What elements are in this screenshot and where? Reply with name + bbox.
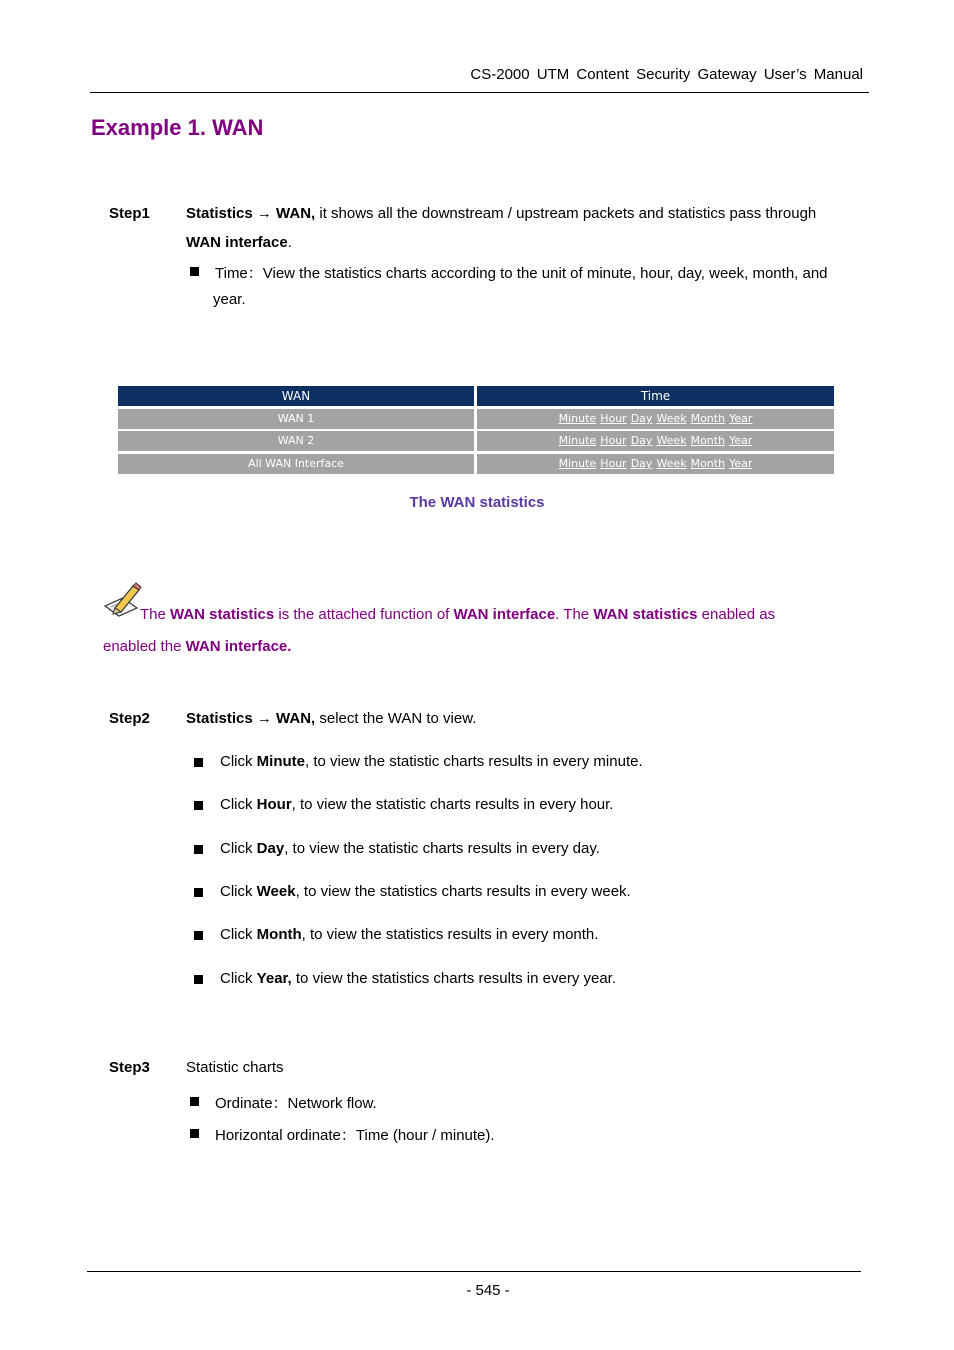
step2-item-pre: Click bbox=[220, 926, 257, 943]
note-text-5: enabled the bbox=[103, 638, 186, 655]
wan-statistics-table bbox=[118, 385, 834, 475]
step2-line1 bbox=[186, 710, 476, 727]
step2-item-post: , to view the statistics results in every month. bbox=[301, 926, 599, 943]
step2-item bbox=[220, 840, 600, 857]
time-link-week[interactable]: Week bbox=[656, 434, 687, 447]
time-link-hour[interactable]: Hour bbox=[600, 412, 627, 425]
time-link-month[interactable]: Month bbox=[690, 434, 726, 447]
table-row bbox=[118, 409, 834, 429]
table-header-row bbox=[118, 386, 834, 406]
section-title: Example 1. WAN bbox=[91, 115, 264, 140]
note-bold-2: WAN interface bbox=[453, 606, 556, 623]
time-link-week[interactable]: Week bbox=[656, 412, 687, 425]
table-row bbox=[118, 431, 834, 451]
step2-item-pre: Click bbox=[220, 753, 257, 770]
step2-item-pre: Click bbox=[220, 970, 257, 987]
note-line2 bbox=[103, 638, 291, 655]
wan-name-cell: WAN 2 bbox=[118, 431, 474, 451]
time-links-cell bbox=[477, 431, 834, 451]
step3-ordinate: Ordinate：Network flow. bbox=[215, 1095, 377, 1112]
bullet-icon bbox=[194, 931, 203, 940]
note-text-2: is the attached function of bbox=[274, 606, 454, 623]
table-caption: The WAN statistics bbox=[409, 494, 545, 511]
step2-item-bold: Day bbox=[256, 840, 285, 857]
header-wan: WAN bbox=[118, 386, 474, 406]
time-link-week[interactable]: Week bbox=[656, 457, 687, 470]
step2-item-post: to view the statistics charts results in every year. bbox=[291, 970, 617, 987]
step1-path: Statistics → WAN, bbox=[186, 205, 316, 222]
bullet-icon bbox=[190, 267, 199, 276]
bullet-icon bbox=[190, 1097, 199, 1106]
time-link-minute[interactable]: Minute bbox=[558, 434, 597, 447]
table-row bbox=[118, 454, 834, 474]
step2-item-post: , to view the statistics charts results in every week. bbox=[295, 883, 631, 900]
step2-item-bold: Hour bbox=[256, 796, 292, 813]
step2-item-pre: Click bbox=[220, 840, 257, 857]
step1-line2 bbox=[186, 234, 292, 251]
step1-description: it shows all the downstream / upstream packets and statistics pass through bbox=[315, 205, 817, 222]
step2-item-pre: Click bbox=[220, 883, 257, 900]
bullet-icon bbox=[194, 801, 203, 810]
time-link-day[interactable]: Day bbox=[630, 434, 653, 447]
page-number: - 545 - bbox=[466, 1282, 510, 1299]
note-text-3: . The bbox=[555, 606, 594, 623]
note-text-1: The bbox=[140, 606, 171, 623]
step2-item-post: , to view the statistic charts results in every hour. bbox=[291, 796, 614, 813]
wan-name-cell: WAN 1 bbox=[118, 409, 474, 429]
bullet-icon bbox=[194, 888, 203, 897]
step2-item bbox=[220, 753, 643, 770]
time-link-year[interactable]: Year bbox=[729, 457, 753, 470]
step2-item-post: , to view the statistic charts results in every minute. bbox=[305, 753, 643, 770]
note-line1 bbox=[140, 606, 775, 623]
wan-name-cell: All WAN Interface bbox=[118, 454, 474, 474]
step3-label: Step3 bbox=[109, 1059, 150, 1076]
time-link-hour[interactable]: Hour bbox=[600, 457, 627, 470]
step2-item bbox=[220, 796, 613, 813]
step3-description: Statistic charts bbox=[186, 1059, 284, 1076]
time-link-day[interactable]: Day bbox=[630, 412, 653, 425]
step2-label: Step2 bbox=[109, 710, 150, 727]
time-link-month[interactable]: Month bbox=[690, 412, 726, 425]
bullet-icon bbox=[190, 1129, 199, 1138]
header-time: Time bbox=[477, 386, 834, 406]
step2-item-pre: Click bbox=[220, 796, 257, 813]
bullet-icon bbox=[194, 845, 203, 854]
note-bold-4: WAN interface. bbox=[185, 638, 292, 655]
step2-item-bold: Month bbox=[256, 926, 302, 943]
step2-item-bold: Week bbox=[256, 883, 296, 900]
time-link-hour[interactable]: Hour bbox=[600, 434, 627, 447]
bullet-icon bbox=[194, 975, 203, 984]
step2-item-bold: Year, bbox=[256, 970, 292, 987]
step2-item-bold: Minute bbox=[256, 753, 305, 770]
note-bold-3: WAN statistics bbox=[593, 606, 698, 623]
manual-header: CS-2000 UTM Content Security Gateway User’s Manual bbox=[470, 66, 863, 83]
time-link-minute[interactable]: Minute bbox=[558, 457, 597, 470]
bullet-icon bbox=[194, 758, 203, 767]
header-rule bbox=[90, 92, 869, 93]
step2-item bbox=[220, 883, 631, 900]
step1-period: . bbox=[287, 234, 292, 251]
time-links-cell bbox=[477, 454, 834, 474]
time-link-minute[interactable]: Minute bbox=[558, 412, 597, 425]
time-link-year[interactable]: Year bbox=[729, 412, 753, 425]
step2-item bbox=[220, 926, 598, 943]
note-bold-1: WAN statistics bbox=[170, 606, 275, 623]
footer-rule bbox=[87, 1271, 861, 1272]
pencil-note-icon bbox=[101, 582, 143, 622]
time-link-year[interactable]: Year bbox=[729, 434, 753, 447]
step2-item bbox=[220, 970, 616, 987]
time-link-day[interactable]: Day bbox=[630, 457, 653, 470]
step2-description: select the WAN to view. bbox=[315, 710, 477, 727]
step2-item-post: , to view the statistic charts results in every day. bbox=[284, 840, 600, 857]
step1-label: Step1 bbox=[109, 205, 150, 222]
time-link-month[interactable]: Month bbox=[690, 457, 726, 470]
step1-line1 bbox=[186, 205, 816, 222]
note-text-4: enabled as bbox=[697, 606, 776, 623]
step1-time-bullet: Time：View the statistics charts according to the unit of minute, hour, day, week, month, and bbox=[215, 265, 828, 282]
step2-path: Statistics → WAN, bbox=[186, 710, 316, 727]
step3-horizontal-ordinate: Horizontal ordinate：Time (hour / minute). bbox=[215, 1127, 495, 1144]
step1-wan-interface: WAN interface bbox=[186, 234, 288, 251]
step1-time-bullet-cont: year. bbox=[213, 291, 246, 308]
time-links-cell bbox=[477, 409, 834, 429]
